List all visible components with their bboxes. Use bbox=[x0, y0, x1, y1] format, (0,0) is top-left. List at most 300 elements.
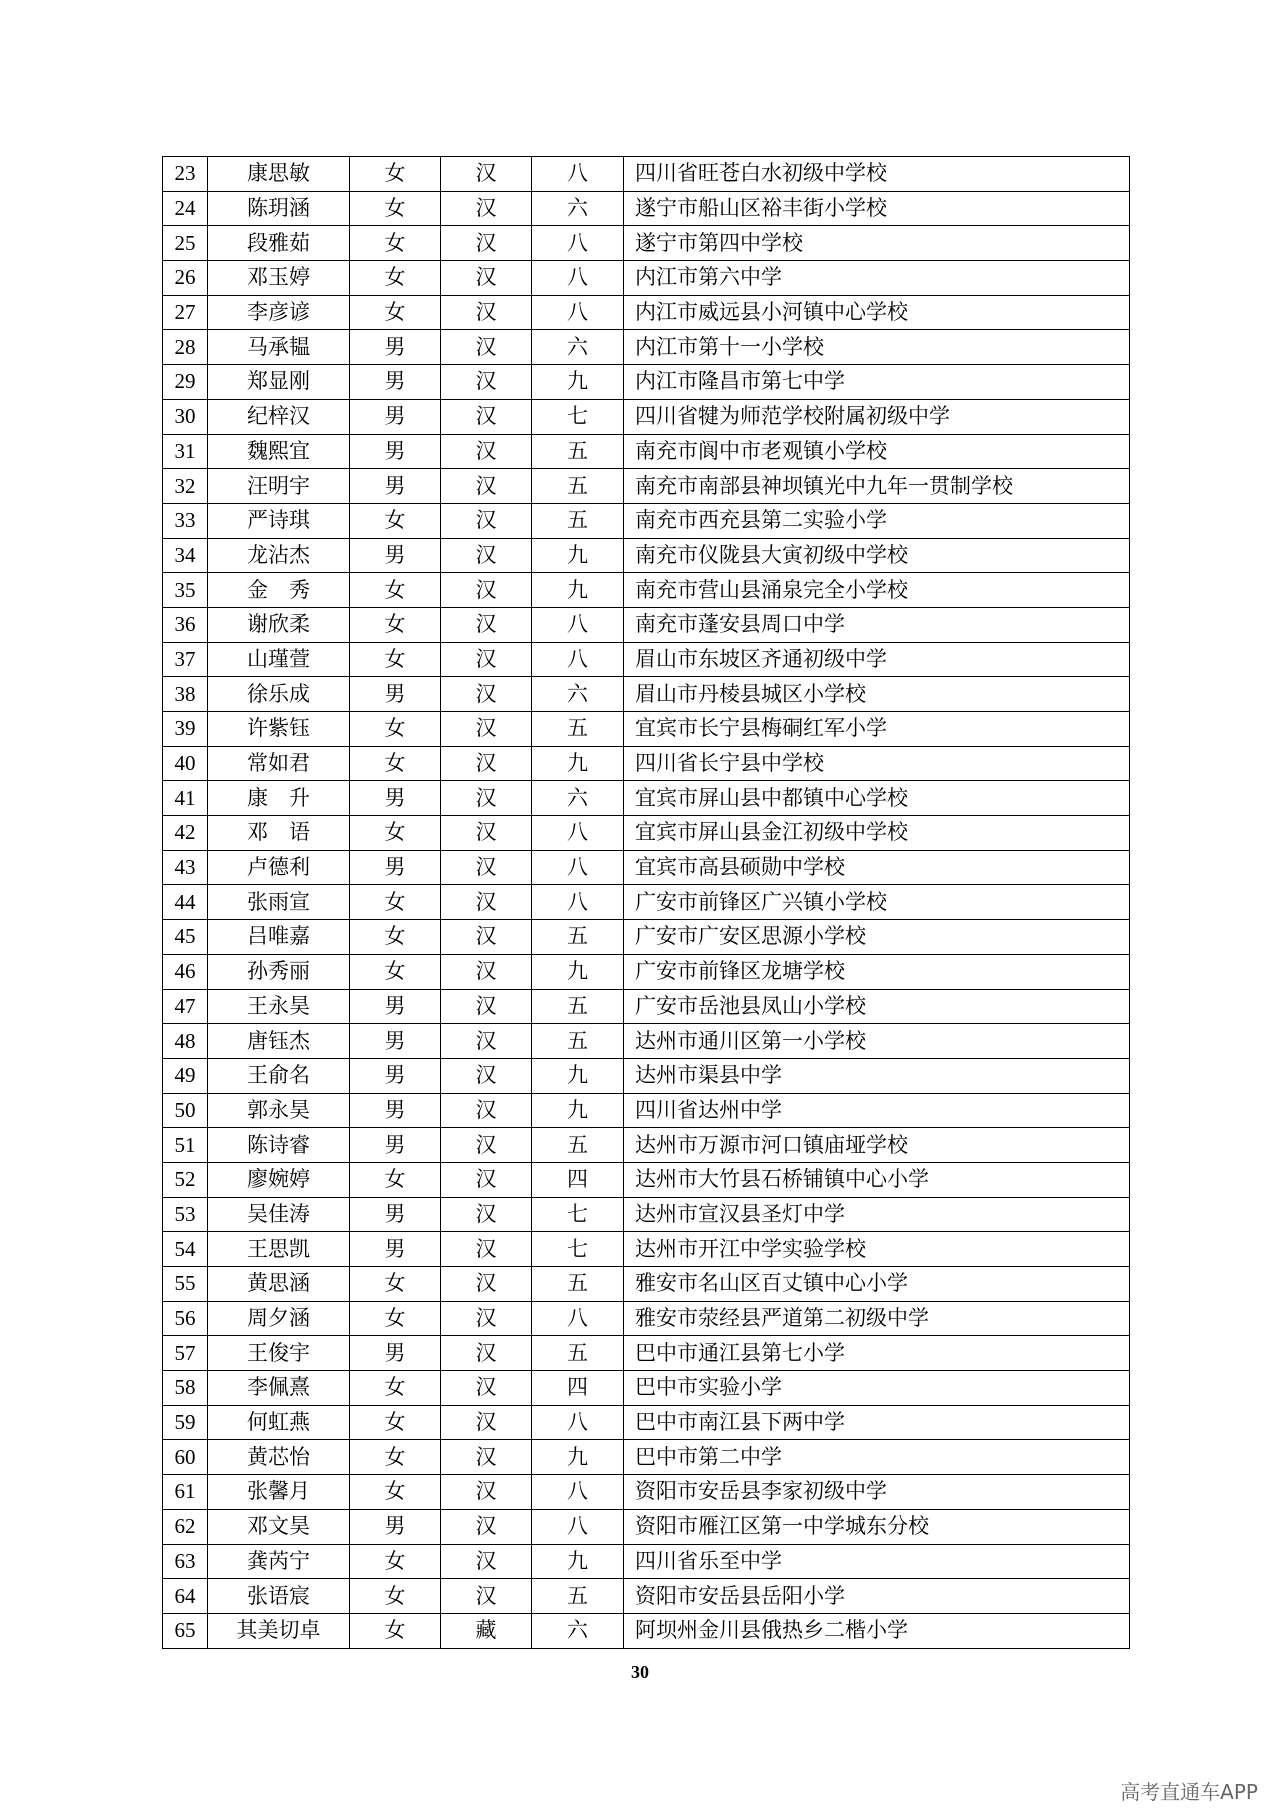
cell-school: 眉山市丹棱县城区小学校 bbox=[624, 677, 1130, 712]
cell-school: 内江市第十一小学校 bbox=[624, 330, 1130, 365]
roster-body bbox=[163, 157, 1130, 1649]
cell-name: 张雨宣 bbox=[208, 885, 350, 920]
cell-ethnicity: 汉 bbox=[441, 850, 532, 885]
cell-ethnicity: 汉 bbox=[441, 469, 532, 504]
cell-grade: 七 bbox=[532, 1232, 624, 1267]
table-row bbox=[163, 1162, 1130, 1197]
cell-number: 37 bbox=[163, 642, 208, 677]
cell-number: 29 bbox=[163, 365, 208, 400]
cell-school: 资阳市安岳县岳阳小学 bbox=[624, 1579, 1130, 1614]
cell-name: 严诗琪 bbox=[208, 503, 350, 538]
cell-ethnicity: 汉 bbox=[441, 1197, 532, 1232]
cell-gender: 女 bbox=[350, 1301, 441, 1336]
cell-ethnicity: 汉 bbox=[441, 1232, 532, 1267]
cell-number: 54 bbox=[163, 1232, 208, 1267]
cell-grade: 五 bbox=[532, 1336, 624, 1371]
cell-grade: 九 bbox=[532, 1544, 624, 1579]
cell-name: 康思敏 bbox=[208, 157, 350, 192]
cell-ethnicity: 汉 bbox=[441, 816, 532, 851]
cell-name: 康 升 bbox=[208, 781, 350, 816]
page-number: 30 bbox=[631, 1662, 649, 1682]
cell-gender: 女 bbox=[350, 746, 441, 781]
cell-gender: 女 bbox=[350, 1371, 441, 1406]
cell-gender: 女 bbox=[350, 1405, 441, 1440]
cell-gender: 女 bbox=[350, 954, 441, 989]
cell-name: 孙秀丽 bbox=[208, 954, 350, 989]
cell-name: 许紫钰 bbox=[208, 712, 350, 747]
table-row bbox=[163, 1440, 1130, 1475]
cell-name: 黄芯怡 bbox=[208, 1440, 350, 1475]
cell-name: 卢德利 bbox=[208, 850, 350, 885]
table-row bbox=[163, 1371, 1130, 1406]
cell-ethnicity: 汉 bbox=[441, 1162, 532, 1197]
cell-number: 55 bbox=[163, 1267, 208, 1302]
cell-school: 雅安市名山区百丈镇中心小学 bbox=[624, 1267, 1130, 1302]
cell-gender: 女 bbox=[350, 1475, 441, 1510]
cell-grade: 六 bbox=[532, 1613, 624, 1648]
cell-ethnicity: 汉 bbox=[441, 1093, 532, 1128]
cell-gender: 男 bbox=[350, 677, 441, 712]
table-row bbox=[163, 434, 1130, 469]
cell-name: 周夕涵 bbox=[208, 1301, 350, 1336]
cell-grade: 九 bbox=[532, 1058, 624, 1093]
cell-school: 南充市蓬安县周口中学 bbox=[624, 607, 1130, 642]
cell-school: 达州市开江中学实验学校 bbox=[624, 1232, 1130, 1267]
cell-name: 张馨月 bbox=[208, 1475, 350, 1510]
cell-school: 四川省犍为师范学校附属初级中学 bbox=[624, 399, 1130, 434]
cell-number: 41 bbox=[163, 781, 208, 816]
cell-ethnicity: 汉 bbox=[441, 157, 532, 192]
cell-ethnicity: 汉 bbox=[441, 1301, 532, 1336]
cell-name: 吴佳涛 bbox=[208, 1197, 350, 1232]
cell-number: 52 bbox=[163, 1162, 208, 1197]
table-row bbox=[163, 1267, 1130, 1302]
cell-name: 龚芮宁 bbox=[208, 1544, 350, 1579]
cell-gender: 女 bbox=[350, 607, 441, 642]
cell-number: 32 bbox=[163, 469, 208, 504]
cell-gender: 男 bbox=[350, 1093, 441, 1128]
cell-ethnicity: 汉 bbox=[441, 1440, 532, 1475]
cell-number: 33 bbox=[163, 503, 208, 538]
cell-number: 26 bbox=[163, 261, 208, 296]
cell-gender: 女 bbox=[350, 885, 441, 920]
cell-grade: 八 bbox=[532, 226, 624, 261]
cell-name: 王思凯 bbox=[208, 1232, 350, 1267]
cell-grade: 五 bbox=[532, 469, 624, 504]
table-row bbox=[163, 1405, 1130, 1440]
cell-name: 谢欣柔 bbox=[208, 607, 350, 642]
cell-ethnicity: 汉 bbox=[441, 1544, 532, 1579]
cell-ethnicity: 汉 bbox=[441, 885, 532, 920]
cell-gender: 女 bbox=[350, 573, 441, 608]
cell-school: 南充市西充县第二实验小学 bbox=[624, 503, 1130, 538]
cell-grade: 九 bbox=[532, 1440, 624, 1475]
table-row bbox=[163, 1058, 1130, 1093]
cell-grade: 八 bbox=[532, 1475, 624, 1510]
cell-grade: 八 bbox=[532, 295, 624, 330]
table-row bbox=[163, 503, 1130, 538]
cell-name: 魏熙宜 bbox=[208, 434, 350, 469]
cell-school: 巴中市通江县第七小学 bbox=[624, 1336, 1130, 1371]
cell-grade: 七 bbox=[532, 399, 624, 434]
cell-grade: 八 bbox=[532, 607, 624, 642]
cell-name: 邓玉婷 bbox=[208, 261, 350, 296]
cell-gender: 女 bbox=[350, 1579, 441, 1614]
cell-school: 内江市第六中学 bbox=[624, 261, 1130, 296]
cell-gender: 男 bbox=[350, 1232, 441, 1267]
table-row bbox=[163, 1232, 1130, 1267]
cell-gender: 男 bbox=[350, 330, 441, 365]
cell-number: 24 bbox=[163, 191, 208, 226]
cell-grade: 五 bbox=[532, 1024, 624, 1059]
cell-ethnicity: 汉 bbox=[441, 399, 532, 434]
cell-grade: 六 bbox=[532, 330, 624, 365]
table-row bbox=[163, 712, 1130, 747]
table-row bbox=[163, 1128, 1130, 1163]
cell-grade: 五 bbox=[532, 1128, 624, 1163]
cell-number: 39 bbox=[163, 712, 208, 747]
cell-school: 阿坝州金川县俄热乡二楷小学 bbox=[624, 1613, 1130, 1648]
cell-ethnicity: 汉 bbox=[441, 330, 532, 365]
cell-number: 61 bbox=[163, 1475, 208, 1510]
cell-grade: 九 bbox=[532, 573, 624, 608]
cell-name: 李彦谚 bbox=[208, 295, 350, 330]
cell-grade: 五 bbox=[532, 503, 624, 538]
cell-number: 40 bbox=[163, 746, 208, 781]
cell-grade: 八 bbox=[532, 1301, 624, 1336]
cell-school: 南充市阆中市老观镇小学校 bbox=[624, 434, 1130, 469]
cell-grade: 八 bbox=[532, 816, 624, 851]
cell-number: 31 bbox=[163, 434, 208, 469]
table-row bbox=[163, 850, 1130, 885]
table-row bbox=[163, 1475, 1130, 1510]
cell-school: 内江市威远县小河镇中心学校 bbox=[624, 295, 1130, 330]
table-row bbox=[163, 1301, 1130, 1336]
cell-school: 南充市南部县神坝镇光中九年一贯制学校 bbox=[624, 469, 1130, 504]
cell-ethnicity: 汉 bbox=[441, 261, 532, 296]
cell-name: 邓 语 bbox=[208, 816, 350, 851]
cell-grade: 六 bbox=[532, 781, 624, 816]
cell-grade: 四 bbox=[532, 1371, 624, 1406]
cell-gender: 男 bbox=[350, 399, 441, 434]
cell-gender: 男 bbox=[350, 1509, 441, 1544]
cell-number: 48 bbox=[163, 1024, 208, 1059]
cell-number: 59 bbox=[163, 1405, 208, 1440]
cell-school: 宜宾市高县硕勋中学校 bbox=[624, 850, 1130, 885]
cell-grade: 五 bbox=[532, 1579, 624, 1614]
cell-school: 雅安市荥经县严道第二初级中学 bbox=[624, 1301, 1130, 1336]
cell-grade: 九 bbox=[532, 538, 624, 573]
cell-ethnicity: 汉 bbox=[441, 1475, 532, 1510]
cell-school: 达州市大竹县石桥铺镇中心小学 bbox=[624, 1162, 1130, 1197]
cell-number: 63 bbox=[163, 1544, 208, 1579]
cell-ethnicity: 汉 bbox=[441, 538, 532, 573]
cell-ethnicity: 汉 bbox=[441, 191, 532, 226]
cell-grade: 七 bbox=[532, 1197, 624, 1232]
table-row bbox=[163, 1579, 1130, 1614]
table-row bbox=[163, 885, 1130, 920]
cell-gender: 女 bbox=[350, 295, 441, 330]
cell-ethnicity: 汉 bbox=[441, 642, 532, 677]
cell-number: 51 bbox=[163, 1128, 208, 1163]
cell-name: 唐钰杰 bbox=[208, 1024, 350, 1059]
cell-number: 56 bbox=[163, 1301, 208, 1336]
cell-school: 巴中市实验小学 bbox=[624, 1371, 1130, 1406]
cell-gender: 男 bbox=[350, 1058, 441, 1093]
cell-grade: 八 bbox=[532, 850, 624, 885]
cell-number: 25 bbox=[163, 226, 208, 261]
cell-name: 王永昊 bbox=[208, 989, 350, 1024]
table-row bbox=[163, 330, 1130, 365]
cell-gender: 女 bbox=[350, 642, 441, 677]
app-watermark: 高考直通车APP bbox=[1120, 1780, 1258, 1804]
table-row bbox=[163, 746, 1130, 781]
table-row bbox=[163, 1024, 1130, 1059]
cell-ethnicity: 汉 bbox=[441, 1371, 532, 1406]
cell-number: 36 bbox=[163, 607, 208, 642]
cell-name: 纪梓汉 bbox=[208, 399, 350, 434]
cell-gender: 男 bbox=[350, 538, 441, 573]
cell-name: 陈诗睿 bbox=[208, 1128, 350, 1163]
cell-school: 达州市宣汉县圣灯中学 bbox=[624, 1197, 1130, 1232]
cell-school: 达州市万源市河口镇庙垭学校 bbox=[624, 1128, 1130, 1163]
table-row bbox=[163, 989, 1130, 1024]
cell-ethnicity: 汉 bbox=[441, 1058, 532, 1093]
cell-gender: 男 bbox=[350, 1197, 441, 1232]
cell-number: 60 bbox=[163, 1440, 208, 1475]
table-row bbox=[163, 261, 1130, 296]
cell-ethnicity: 汉 bbox=[441, 434, 532, 469]
cell-name: 郭永昊 bbox=[208, 1093, 350, 1128]
cell-name: 山瑾萱 bbox=[208, 642, 350, 677]
cell-number: 43 bbox=[163, 850, 208, 885]
cell-ethnicity: 汉 bbox=[441, 746, 532, 781]
cell-number: 46 bbox=[163, 954, 208, 989]
cell-number: 34 bbox=[163, 538, 208, 573]
cell-name: 金 秀 bbox=[208, 573, 350, 608]
cell-ethnicity: 汉 bbox=[441, 1267, 532, 1302]
table-row bbox=[163, 469, 1130, 504]
cell-number: 58 bbox=[163, 1371, 208, 1406]
cell-name: 李佩熹 bbox=[208, 1371, 350, 1406]
table-row bbox=[163, 365, 1130, 400]
cell-grade: 八 bbox=[532, 1405, 624, 1440]
cell-name: 邓文昊 bbox=[208, 1509, 350, 1544]
cell-gender: 女 bbox=[350, 157, 441, 192]
cell-grade: 六 bbox=[532, 677, 624, 712]
cell-number: 28 bbox=[163, 330, 208, 365]
cell-gender: 女 bbox=[350, 816, 441, 851]
cell-grade: 五 bbox=[532, 989, 624, 1024]
cell-school: 广安市前锋区龙塘学校 bbox=[624, 954, 1130, 989]
cell-gender: 男 bbox=[350, 434, 441, 469]
cell-ethnicity: 汉 bbox=[441, 1336, 532, 1371]
cell-name: 常如君 bbox=[208, 746, 350, 781]
cell-school: 四川省达州中学 bbox=[624, 1093, 1130, 1128]
table-row bbox=[163, 1197, 1130, 1232]
cell-number: 64 bbox=[163, 1579, 208, 1614]
cell-grade: 四 bbox=[532, 1162, 624, 1197]
cell-grade: 八 bbox=[532, 642, 624, 677]
cell-school: 南充市营山县涌泉完全小学校 bbox=[624, 573, 1130, 608]
cell-grade: 九 bbox=[532, 365, 624, 400]
cell-gender: 男 bbox=[350, 1128, 441, 1163]
cell-gender: 女 bbox=[350, 1162, 441, 1197]
cell-school: 遂宁市船山区裕丰街小学校 bbox=[624, 191, 1130, 226]
table-row bbox=[163, 1093, 1130, 1128]
cell-name: 吕唯嘉 bbox=[208, 920, 350, 955]
cell-name: 徐乐成 bbox=[208, 677, 350, 712]
cell-ethnicity: 汉 bbox=[441, 1579, 532, 1614]
cell-school: 宜宾市长宁县梅硐红军小学 bbox=[624, 712, 1130, 747]
cell-school: 广安市广安区思源小学校 bbox=[624, 920, 1130, 955]
cell-gender: 女 bbox=[350, 1440, 441, 1475]
cell-ethnicity: 汉 bbox=[441, 989, 532, 1024]
cell-ethnicity: 汉 bbox=[441, 503, 532, 538]
cell-school: 达州市通川区第一小学校 bbox=[624, 1024, 1130, 1059]
cell-school: 广安市岳池县凤山小学校 bbox=[624, 989, 1130, 1024]
cell-gender: 男 bbox=[350, 365, 441, 400]
cell-school: 达州市渠县中学 bbox=[624, 1058, 1130, 1093]
cell-grade: 五 bbox=[532, 434, 624, 469]
cell-name: 王俊宇 bbox=[208, 1336, 350, 1371]
cell-name: 段雅茹 bbox=[208, 226, 350, 261]
cell-number: 23 bbox=[163, 157, 208, 192]
cell-gender: 女 bbox=[350, 261, 441, 296]
cell-ethnicity: 汉 bbox=[441, 1509, 532, 1544]
cell-school: 巴中市第二中学 bbox=[624, 1440, 1130, 1475]
table-row bbox=[163, 1544, 1130, 1579]
cell-name: 郑显刚 bbox=[208, 365, 350, 400]
cell-gender: 女 bbox=[350, 712, 441, 747]
cell-number: 53 bbox=[163, 1197, 208, 1232]
cell-ethnicity: 汉 bbox=[441, 781, 532, 816]
cell-grade: 八 bbox=[532, 157, 624, 192]
cell-name: 张语宸 bbox=[208, 1579, 350, 1614]
table-row bbox=[163, 538, 1130, 573]
table-row bbox=[163, 677, 1130, 712]
cell-ethnicity: 汉 bbox=[441, 365, 532, 400]
cell-number: 30 bbox=[163, 399, 208, 434]
table-row bbox=[163, 1613, 1130, 1648]
cell-number: 49 bbox=[163, 1058, 208, 1093]
cell-gender: 女 bbox=[350, 503, 441, 538]
cell-gender: 男 bbox=[350, 1336, 441, 1371]
table-row bbox=[163, 295, 1130, 330]
cell-name: 廖婉婷 bbox=[208, 1162, 350, 1197]
table-row bbox=[163, 1509, 1130, 1544]
cell-name: 何虹燕 bbox=[208, 1405, 350, 1440]
cell-school: 资阳市安岳县李家初级中学 bbox=[624, 1475, 1130, 1510]
table-row bbox=[163, 781, 1130, 816]
cell-gender: 男 bbox=[350, 781, 441, 816]
cell-ethnicity: 汉 bbox=[441, 295, 532, 330]
cell-number: 44 bbox=[163, 885, 208, 920]
cell-number: 65 bbox=[163, 1613, 208, 1648]
table-row bbox=[163, 399, 1130, 434]
cell-gender: 男 bbox=[350, 1024, 441, 1059]
table-row bbox=[163, 157, 1130, 192]
cell-school: 广安市前锋区广兴镇小学校 bbox=[624, 885, 1130, 920]
cell-number: 62 bbox=[163, 1509, 208, 1544]
cell-number: 38 bbox=[163, 677, 208, 712]
cell-gender: 女 bbox=[350, 226, 441, 261]
table-row bbox=[163, 191, 1130, 226]
cell-gender: 女 bbox=[350, 1267, 441, 1302]
student-roster-table bbox=[162, 156, 1130, 1649]
cell-name: 其美切卓 bbox=[208, 1613, 350, 1648]
cell-gender: 男 bbox=[350, 850, 441, 885]
cell-school: 四川省旺苍白水初级中学校 bbox=[624, 157, 1130, 192]
cell-ethnicity: 汉 bbox=[441, 677, 532, 712]
cell-grade: 八 bbox=[532, 261, 624, 296]
cell-school: 内江市隆昌市第七中学 bbox=[624, 365, 1130, 400]
cell-number: 27 bbox=[163, 295, 208, 330]
cell-grade: 五 bbox=[532, 712, 624, 747]
cell-number: 35 bbox=[163, 573, 208, 608]
cell-ethnicity: 汉 bbox=[441, 712, 532, 747]
cell-school: 遂宁市第四中学校 bbox=[624, 226, 1130, 261]
cell-name: 龙沾杰 bbox=[208, 538, 350, 573]
cell-number: 45 bbox=[163, 920, 208, 955]
cell-school: 资阳市雁江区第一中学城东分校 bbox=[624, 1509, 1130, 1544]
cell-ethnicity: 汉 bbox=[441, 1405, 532, 1440]
cell-ethnicity: 藏 bbox=[441, 1613, 532, 1648]
table-row bbox=[163, 1336, 1130, 1371]
cell-grade: 五 bbox=[532, 920, 624, 955]
cell-ethnicity: 汉 bbox=[441, 607, 532, 642]
cell-name: 陈玥涵 bbox=[208, 191, 350, 226]
cell-school: 四川省长宁县中学校 bbox=[624, 746, 1130, 781]
cell-gender: 女 bbox=[350, 1544, 441, 1579]
cell-ethnicity: 汉 bbox=[441, 954, 532, 989]
cell-grade: 九 bbox=[532, 954, 624, 989]
cell-grade: 九 bbox=[532, 746, 624, 781]
cell-number: 47 bbox=[163, 989, 208, 1024]
cell-gender: 女 bbox=[350, 191, 441, 226]
table-row bbox=[163, 954, 1130, 989]
cell-ethnicity: 汉 bbox=[441, 573, 532, 608]
table-row bbox=[163, 573, 1130, 608]
table-row bbox=[163, 816, 1130, 851]
cell-name: 马承韫 bbox=[208, 330, 350, 365]
cell-name: 黄思涵 bbox=[208, 1267, 350, 1302]
cell-school: 眉山市东坡区齐通初级中学 bbox=[624, 642, 1130, 677]
cell-ethnicity: 汉 bbox=[441, 1128, 532, 1163]
cell-ethnicity: 汉 bbox=[441, 1024, 532, 1059]
cell-ethnicity: 汉 bbox=[441, 226, 532, 261]
cell-school: 巴中市南江县下两中学 bbox=[624, 1405, 1130, 1440]
cell-school: 宜宾市屏山县中都镇中心学校 bbox=[624, 781, 1130, 816]
cell-number: 50 bbox=[163, 1093, 208, 1128]
cell-grade: 八 bbox=[532, 1509, 624, 1544]
cell-school: 南充市仪陇县大寅初级中学校 bbox=[624, 538, 1130, 573]
table-row bbox=[163, 226, 1130, 261]
cell-ethnicity: 汉 bbox=[441, 920, 532, 955]
table-row bbox=[163, 642, 1130, 677]
cell-grade: 八 bbox=[532, 885, 624, 920]
cell-grade: 五 bbox=[532, 1267, 624, 1302]
cell-gender: 女 bbox=[350, 1613, 441, 1648]
cell-gender: 男 bbox=[350, 989, 441, 1024]
table-row bbox=[163, 920, 1130, 955]
cell-school: 宜宾市屏山县金江初级中学校 bbox=[624, 816, 1130, 851]
table-row bbox=[163, 607, 1130, 642]
cell-number: 42 bbox=[163, 816, 208, 851]
cell-school: 四川省乐至中学 bbox=[624, 1544, 1130, 1579]
cell-grade: 九 bbox=[532, 1093, 624, 1128]
cell-number: 57 bbox=[163, 1336, 208, 1371]
